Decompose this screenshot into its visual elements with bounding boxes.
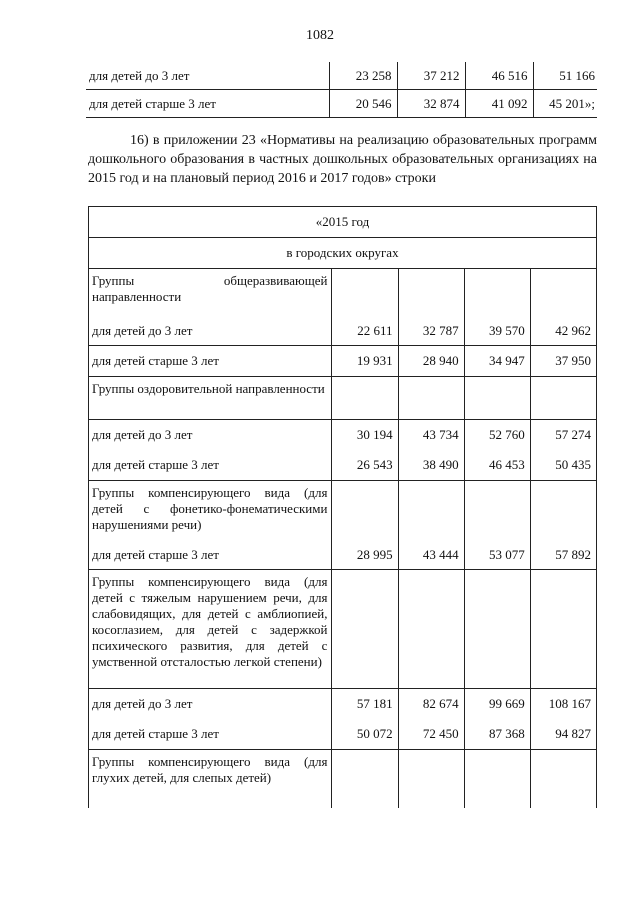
table-cell: 52 760 bbox=[464, 420, 530, 451]
table-cell: 46 453 bbox=[464, 450, 530, 481]
table-cell: 43 734 bbox=[398, 420, 464, 451]
table-cell: 26 543 bbox=[332, 450, 398, 481]
table-cell: 32 787 bbox=[398, 311, 464, 346]
row-label: для детей старше 3 лет bbox=[86, 90, 329, 118]
table-cell: 30 194 bbox=[332, 420, 398, 451]
year-header-row bbox=[89, 207, 597, 238]
table-cell: 108 167 bbox=[530, 689, 596, 720]
table-cell: 82 674 bbox=[398, 689, 464, 720]
group-title: Группы оздоровительной направленности bbox=[89, 377, 332, 420]
table-cell: 87 368 bbox=[464, 719, 530, 750]
table-row bbox=[89, 689, 597, 720]
table-row bbox=[89, 537, 597, 570]
table-cell: 22 611 bbox=[332, 311, 398, 346]
intro-paragraph: 16) в приложении 23 «Нормативы на реализацию образовательных программ дошкольного образования в частных дошкольных образовательных организациях на 2015 год и на плановый период 2016 и 2017 годов» строки bbox=[88, 133, 597, 186]
row-label: для детей старше 3 лет bbox=[89, 537, 332, 570]
area-header-row bbox=[89, 238, 597, 269]
table-cell: 32 874 bbox=[397, 90, 465, 118]
table-cell: 38 490 bbox=[398, 450, 464, 481]
table-cell: 39 570 bbox=[464, 311, 530, 346]
table-cell: 50 072 bbox=[332, 719, 398, 750]
group-header-row bbox=[89, 481, 597, 538]
table-cell: 45 201»; bbox=[533, 90, 597, 118]
row-label: для детей до 3 лет bbox=[89, 689, 332, 720]
table-cell: 72 450 bbox=[398, 719, 464, 750]
row-label: для детей до 3 лет bbox=[89, 420, 332, 451]
table-cell: 19 931 bbox=[332, 346, 398, 377]
table-cell: 28 940 bbox=[398, 346, 464, 377]
table-cell: 57 892 bbox=[530, 537, 596, 570]
table-row bbox=[89, 450, 597, 481]
continued-table bbox=[86, 62, 597, 118]
table-cell: 57 181 bbox=[332, 689, 398, 720]
table-row bbox=[89, 719, 597, 750]
table-cell: 20 546 bbox=[329, 90, 397, 118]
group-header-row bbox=[89, 377, 597, 420]
group-title: Группы общеразвивающей направленности bbox=[89, 269, 332, 312]
group-header-row bbox=[89, 269, 597, 312]
table-cell: 43 444 bbox=[398, 537, 464, 570]
group-title: Группы компенсирующего вида (для глухих детей, для слепых детей) bbox=[89, 750, 332, 809]
table-row bbox=[86, 62, 597, 90]
table-row bbox=[89, 346, 597, 377]
table-cell: 41 092 bbox=[465, 90, 533, 118]
table-cell: 50 435 bbox=[530, 450, 596, 481]
table-cell: 37 950 bbox=[530, 346, 596, 377]
table-cell: 53 077 bbox=[464, 537, 530, 570]
norms-table bbox=[88, 206, 597, 808]
table-row bbox=[89, 420, 597, 451]
year-header: «2015 год bbox=[89, 207, 597, 238]
page-number: 1082 bbox=[306, 28, 334, 43]
area-header: в городских округах bbox=[89, 238, 597, 269]
group-header-row bbox=[89, 750, 597, 809]
row-label: для детей до 3 лет bbox=[89, 311, 332, 346]
row-label: для детей старше 3 лет bbox=[89, 346, 332, 377]
row-label: для детей до 3 лет bbox=[86, 62, 329, 90]
table-cell: 57 274 bbox=[530, 420, 596, 451]
group-title: Группы компенсирующего вида (для детей с фонетико-фонематическими нарушениями речи) bbox=[89, 481, 332, 538]
table-row bbox=[86, 90, 597, 118]
table-cell: 34 947 bbox=[464, 346, 530, 377]
table-cell: 28 995 bbox=[332, 537, 398, 570]
table-cell: 51 166 bbox=[533, 62, 597, 90]
table-cell: 42 962 bbox=[530, 311, 596, 346]
table-cell: 37 212 bbox=[397, 62, 465, 90]
table-cell: 99 669 bbox=[464, 689, 530, 720]
row-label: для детей старше 3 лет bbox=[89, 450, 332, 481]
table-cell: 23 258 bbox=[329, 62, 397, 90]
table-cell: 46 516 bbox=[465, 62, 533, 90]
row-label: для детей старше 3 лет bbox=[89, 719, 332, 750]
group-title: Группы компенсирующего вида (для детей с тяжелым нарушением речи, для слабовидящих, для детей с амблиопией, косоглазием, для детей с задержкой психического развития, для детей с умственной отсталостью легкой степени) bbox=[89, 570, 332, 689]
group-header-row bbox=[89, 570, 597, 689]
table-row bbox=[89, 311, 597, 346]
table-cell: 94 827 bbox=[530, 719, 596, 750]
